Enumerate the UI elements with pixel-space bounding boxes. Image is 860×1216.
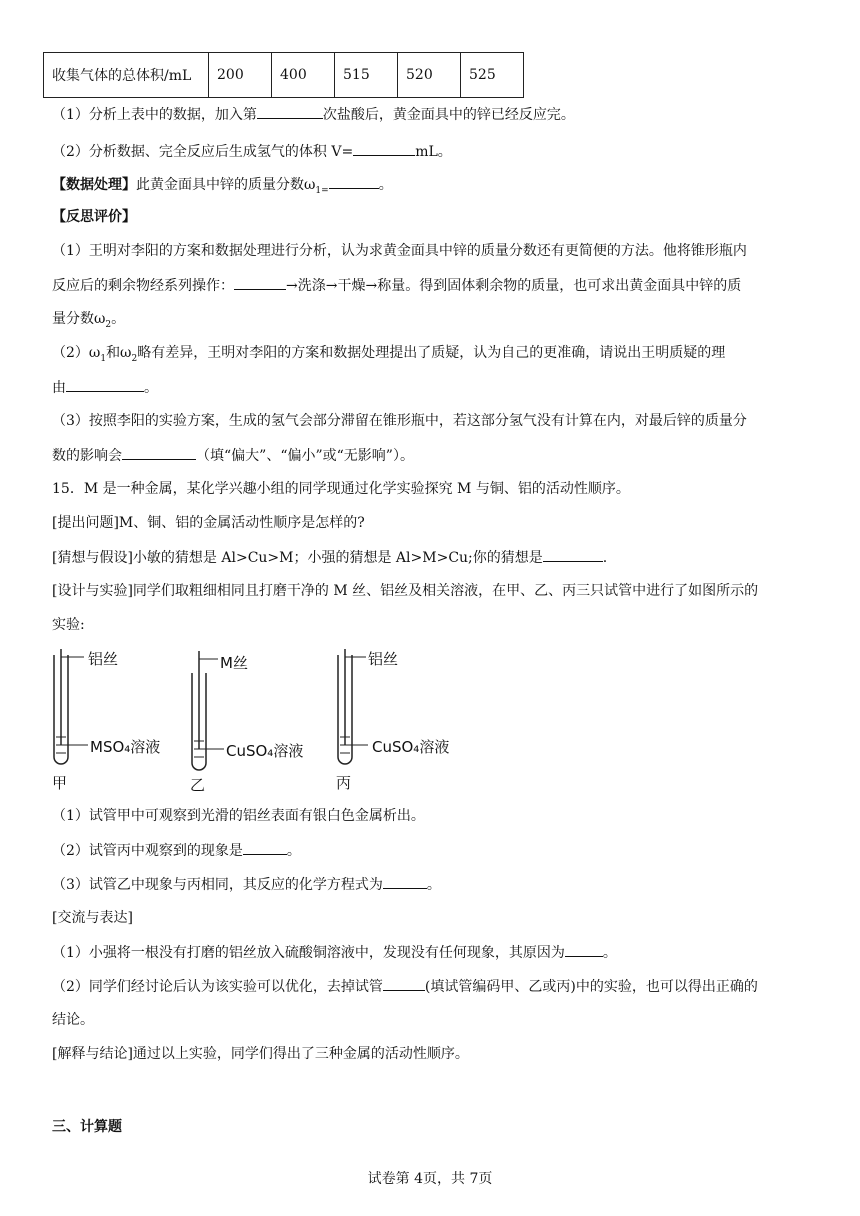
answer-blank[interactable] (243, 840, 287, 855)
question-1: （1）分析上表中的数据，加入第 次盐酸后，黄金面具中的锌已经反应完。 (52, 104, 575, 125)
conclusion: [解释与结论]通过以上实验，同学们得出了三种金属的活动性顺序。 (52, 1046, 469, 1062)
discussion-1: （1）小强将一根没有打磨的铝丝放入硫酸铜溶液中，发现没有任何现象，其原因为 。 (52, 942, 617, 963)
question-15-design-1: [设计与实验]同学们取粗细相同且打磨干净的 M 丝、铝丝及相关溶液，在甲、乙、丙三只试管中进行了如图所示的 (52, 583, 759, 599)
table-cell: 400 (272, 53, 335, 98)
answer-blank[interactable] (122, 445, 196, 460)
question-15-design-2: 实验: (52, 617, 85, 633)
answer-blank[interactable] (329, 174, 379, 189)
page-footer: 试卷第 4页，共 7页 (367, 1171, 493, 1187)
reflection-heading: 【反思评价】 (52, 209, 136, 225)
answer-blank[interactable] (257, 104, 323, 119)
answer-blank[interactable] (353, 141, 415, 156)
tube-yi-solution: CuSO₄溶液 (226, 742, 304, 760)
table-cell: 515 (335, 53, 398, 98)
question-2: （2）分析数据、完全反应后生成氢气的体积 V= mL。 (52, 141, 452, 162)
tube-jia-name: 甲 (52, 774, 68, 792)
answer-blank[interactable] (383, 874, 427, 889)
reflection-3-line-1: （3）按照李阳的实验方案，生成的氢气会部分滞留在锥形瓶中，若这部分氢气没有计算在内，对最后锌的质量分 (52, 413, 747, 429)
tube-yi-name: 乙 (190, 776, 206, 794)
table-row (44, 53, 524, 98)
table-row-label: 收集气体的总体积/mL (44, 53, 209, 98)
tube-bing-solution: CuSO₄溶液 (372, 738, 450, 756)
answer-blank[interactable] (565, 942, 603, 957)
answer-blank[interactable] (543, 547, 603, 562)
discussion-heading: [交流与表达] (52, 910, 133, 926)
discussion-2-line-2: 结论。 (52, 1012, 94, 1028)
gas-volume-table (43, 52, 524, 98)
reflection-2-line-2: 由 。 (52, 377, 158, 398)
tube-jia-solution: MSO₄溶液 (90, 738, 161, 756)
experiment-2: （2）试管丙中观察到的现象是 。 (52, 840, 301, 861)
tube-bing-name: 丙 (336, 774, 352, 792)
reflection-3-line-2: 数的影响会 （填“偏大”、“偏小”或“无影响”）。 (52, 445, 414, 466)
data-processing: 【数据处理】此黄金面具中锌的质量分数$\omega_{1=}$ 。 (52, 174, 393, 201)
question-15-intro: 15．M 是一种金属，某化学兴趣小组的同学现通过化学实验探究 M 与铜、铝的活动性顺序。 (52, 481, 630, 497)
table-cell: 520 (398, 53, 461, 98)
tube-jia-wire: 铝丝 (88, 650, 119, 668)
answer-blank[interactable] (66, 377, 144, 392)
discussion-2-line-1: （2）同学们经讨论后认为该实验可以优化，去掉试管 (填试管编码甲、乙或丙)中的实验，也可以得出正确的 (52, 976, 758, 997)
reflection-1-line-2: 反应后的剩余物经系列操作： →洗涤→干燥→称量。得到固体剩余物的质量，也可求出黄金面具中锌的质 (52, 275, 741, 296)
tube-yi-wire: M丝 (220, 654, 248, 672)
tube-bing-wire: 铝丝 (368, 650, 399, 668)
question-15-guess: [猜想与假设]小敏的猜想是 Al>Cu>M；小强的猜想是 Al>M>Cu;你的猜想是 . (52, 547, 607, 568)
reflection-1-line-3: 量分数$\omega_2$。 (52, 311, 126, 330)
section-heading: 三、计算题 (52, 1119, 122, 1135)
reflection-2-line-1: $(2)\omega_1$和$\omega_2$略有差异，王明对李阳的方案和数据处理提出了质疑，认为自己的更准确，请说出王明质疑的理 (52, 345, 726, 364)
test-tube-jia (54, 649, 88, 764)
question-15-problem: [提出问题]M、铜、铝的金属活动性顺序是怎样的? (52, 515, 365, 531)
table-cell: 200 (209, 53, 272, 98)
reflection-1-line-1: （1）王明对李阳的方案和数据处理进行分析，认为求黄金面具中锌的质量分数还有更简便的方法。他将锥形瓶内 (52, 243, 747, 259)
answer-blank[interactable] (383, 976, 425, 991)
answer-blank[interactable] (234, 275, 286, 290)
test-tube-bing (338, 649, 368, 764)
experiment-3: （3）试管乙中现象与丙相同，其反应的化学方程式为 。 (52, 874, 441, 895)
experiment-1: （1）试管甲中可观察到光滑的铝丝表面有银白色金属析出。 (52, 808, 425, 824)
table-cell: 525 (461, 53, 524, 98)
